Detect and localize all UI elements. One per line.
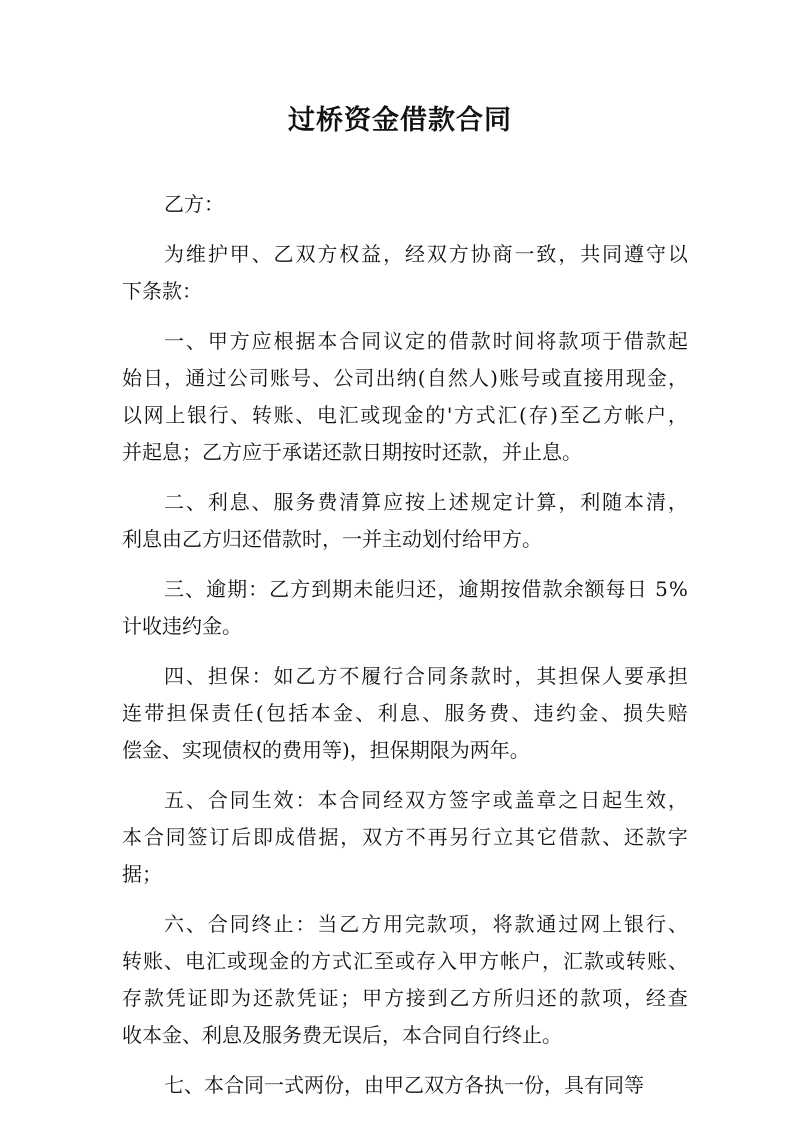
paragraph-clause-1 [122,323,688,471]
text-line: 收本金、利息及服务费无误后，本合同自行终止。 [122,1023,562,1047]
text-line: 据； [122,862,162,886]
text-line: 连 带 担 保 责 任 ( 包 括 本 金 、 利 息 、 服 务 费 、 违 约 金 、 损 失 赔 [122,701,688,725]
text-line: 四 、 担 保 ： 如 乙 方 不 履 行 合 同 条 款 时 ， 其 担 保 人 要 承 担 [164,664,688,688]
text-line: 五 、 合 同 生 效 ： 本 合 同 经 双 方 签 字 或 盖 章 之 日 起 生 效 ， [164,788,688,812]
text-line: 利息由乙方归还借款时，一并主动划付给甲方。 [122,527,542,551]
text-line: 计收违约金。 [122,614,242,638]
paragraph-preamble [122,236,688,310]
paragraph-clause-4 [122,658,688,769]
text-line: 一 、 甲 方 应 根 据 本 合 同 议 定 的 借 款 时 间 将 款 项 于 借 款 起 [164,329,688,353]
text-line: 乙方： [164,192,224,216]
text-line: 为 维 护 甲 、 乙 双 方 权 益 ， 经 双 方 协 商 一 致 ， 共 同 遵 守 以 [164,242,688,266]
paragraph-gap [122,471,688,484]
text-line: 并起息；乙方应于承诺还款日期按时还款，并止息。 [122,440,582,464]
paragraph-gap [122,893,688,906]
text-line: 以 网 上 银 行 、 转 账 、 电 汇 或 现 金 的 ' 方 式 汇 ( 存 ) 至 乙 方 帐 户 ， [122,403,688,427]
text-line: 下条款： [122,279,202,303]
paragraph-clause-2 [122,484,688,558]
document-body [122,186,688,1104]
paragraph-gap [122,769,688,782]
paragraph-gap [122,645,688,658]
text-line: 存 款 凭 证 即 为 还 款 凭 证 ； 甲 方 接 到 乙 方 所 归 还 的 款 项 ， 经 查 [122,986,688,1010]
paragraph-party-b [122,186,688,223]
text-line: 六 、 合 同 终 止 ： 当 乙 方 用 完 款 项 ， 将 款 通 过 网 上 银 行 、 [164,912,688,936]
text-line: 偿金、实现债权的费用等)，担保期限为两年。 [122,738,530,762]
paragraph-gap [122,310,688,323]
paragraph-clause-5 [122,782,688,893]
paragraph-gap [122,223,688,236]
text-line: 始 日 ， 通 过 公 司 账 号 、 公 司 出 纳 ( 自 然 人 ) 账 号 或 直 接 用 现 金 ， [122,366,688,390]
document-title: 过桥资金借款合同 [288,105,512,136]
text-line: 三 、 逾 期 ： 乙 方 到 期 未 能 归 还 ， 逾 期 按 借 款 余 额 每 日 5 % [164,577,688,601]
text-line: 本 合 同 签 订 后 即 成 借 据 ， 双 方 不 再 另 行 立 其 它 借 款 、 还 款 字 [122,825,688,849]
paragraph-gap [122,1054,688,1067]
text-line: 转 账 、 电 汇 或 现 金 的 方 式 汇 至 或 存 入 甲 方 帐 户 ， 汇 款 或 转 账 、 [122,949,688,973]
text-line: 七、本合同一式两份，由甲乙双方各执一份，具有同等 [164,1073,644,1097]
paragraph-clause-3 [122,571,688,645]
text-line: 二 、 利 息 、 服 务 费 清 算 应 按 上 述 规 定 计 算 ， 利 随 本 清 ， [164,490,688,514]
paragraph-clause-7 [122,1067,688,1104]
paragraph-gap [122,558,688,571]
paragraph-clause-6 [122,906,688,1054]
